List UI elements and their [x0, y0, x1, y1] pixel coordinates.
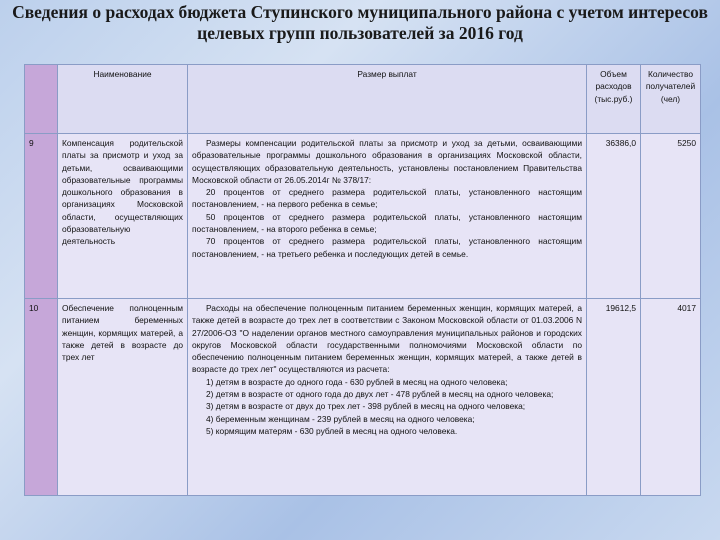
table-row: [25, 299, 701, 496]
row-count: 5250: [641, 134, 701, 299]
header-volume: Объем расходов (тыс.руб.): [587, 65, 641, 134]
row-volume: 36386,0: [587, 134, 641, 299]
payment-paragraph: 5) кормящим матерям - 630 рублей в месяц на одного человека.: [206, 425, 458, 436]
row-number: 10: [25, 299, 58, 496]
payment-paragraph: Расходы на обеспечение полноценным питанием беременных женщин, кормящих матерей, а также детей в возрасте до трех лет в соответствии с Законом Московской области от 01.03.2006 N 27/2006-ОЗ "О наделении органов местного самоуправления муниципальных районов и городских округов Московской области государственными полномочиями Московской области по обеспечению полноценным питанием беременных женщин, кормящих матерей, а также детей в возрасте до трех лет" осуществляются из расчета:: [192, 303, 582, 375]
payment-paragraph: 2) детям в возрасте от одного года до двух лет - 478 рублей в месяц на одного человека;: [206, 389, 554, 400]
table-header-row: [25, 65, 701, 134]
table-row: [25, 134, 701, 299]
payment-paragraph: 4) беременным женщинам - 239 рублей в месяц на одного человека;: [206, 413, 475, 424]
row-volume: 19612,5: [587, 299, 641, 496]
payment-paragraph: 3) детям в возрасте от двух до трех лет - 398 рублей в месяц на одного человека;: [206, 401, 526, 412]
payment-paragraph: 20 процентов от среднего размера родительской платы, установленного настоящим постановлением, - на первого ребенка в семье;: [192, 187, 582, 210]
row-payment: [188, 134, 587, 299]
row-payment: [188, 299, 587, 496]
row-name: Компенсация родительской платы за присмотр и уход за детьми, осваивающими образовательные программы дошкольного образования в организациях Московской области, осуществляющих образовательную деятельность: [58, 134, 188, 299]
row-count: 4017: [641, 299, 701, 496]
expenses-table: [24, 64, 701, 496]
row-number: 9: [25, 134, 58, 299]
header-num-cell: [25, 65, 58, 134]
header-payment: Размер выплат: [188, 65, 587, 134]
header-name: Наименование: [58, 65, 188, 134]
payment-paragraph: 50 процентов от среднего размера родительской платы, установленного настоящим постановлением, - на второго ребенка в семье;: [192, 211, 582, 235]
row-name: Обеспечение полноценным питанием беременных женщин, кормящих матерей, а также детей в возрасте до трех лет: [58, 299, 188, 496]
payment-paragraph: 1) детям в возрасте до одного года - 630 рублей в месяц на одного человека;: [206, 376, 508, 387]
payment-paragraph: Размеры компенсации родительской платы за присмотр и уход за детьми, осваивающими образовательные программы дошкольного образования в организациях Московской области, осуществляющих образовательную деятельность, установлены постановлением Правительства Московской области от 26.05.2014г № 378/17:: [192, 138, 582, 185]
page-title: Сведения о расходах бюджета Ступинского муниципального района с учетом интересов целевых групп пользователей за 2016 год: [12, 2, 708, 43]
header-count: Количество получателей (чел): [641, 65, 701, 134]
payment-paragraph: 70 процентов от среднего размера родительской платы, установленного настоящим постановлением, - на третьего ребенка и последующих детей в семье.: [192, 236, 582, 259]
